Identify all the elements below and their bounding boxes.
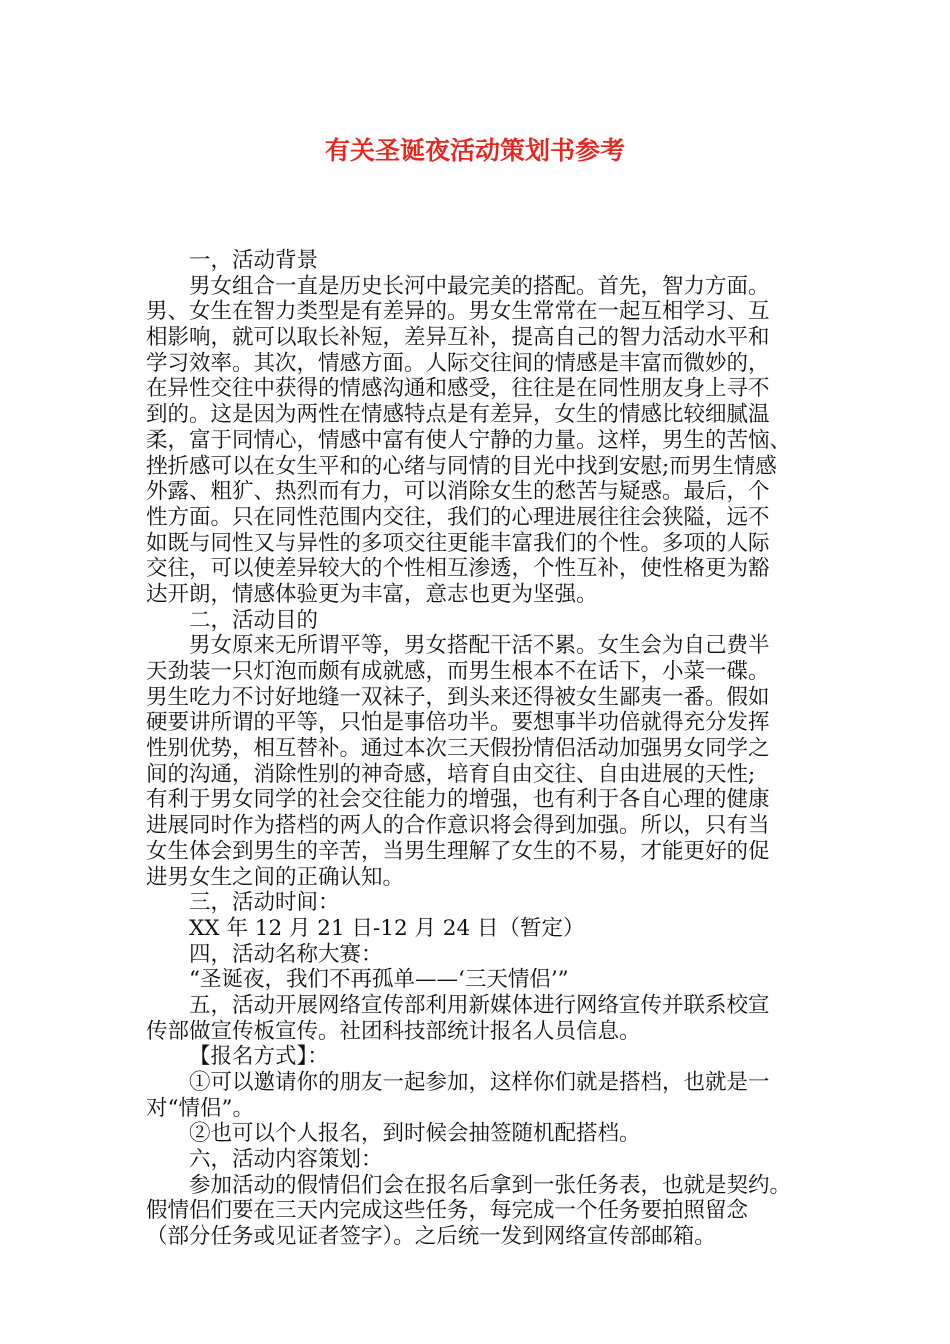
text-line: XX 年 12 月 21 日-12 月 24 日（暂定） xyxy=(189,915,585,941)
text-line: ②也可以个人报名，到时候会抽签随机配搭档。 xyxy=(189,1121,641,1147)
text-line: 进展同时作为搭档的两人的合作意识将会得到加强。所以，只有当 xyxy=(146,813,770,839)
text-line: 性方面。只在同性范围内交往，我们的心理进展往往会狭隘，远不 xyxy=(146,504,770,530)
text-line: “圣诞夜，我们不再孤单——‘三天情侣’” xyxy=(189,967,569,993)
document-body xyxy=(146,248,836,1250)
text-line: 挫折感可以在女生平和的心绪与同情的目光中找到安慰;而男生情感 xyxy=(146,453,777,479)
text-line: 性别优势，相互替补。通过本次三天假扮情侣活动加强男女同学之 xyxy=(146,736,770,762)
text-line: 对“情侣”。 xyxy=(146,1095,254,1121)
text-line: 有利于男女同学的社会交往能力的增强，也有利于各自心理的健康 xyxy=(146,787,770,813)
text-line: 进男女生之间的正确认知。 xyxy=(146,864,405,890)
document-title: 有关圣诞夜活动策划书参考 xyxy=(324,136,625,165)
text-line: 柔，富于同情心，情感中富有使人宁静的力量。这样，男生的苦恼、 xyxy=(146,427,792,453)
text-line: 假情侣们要在三天内完成这些任务，每完成一个任务要拍照留念 xyxy=(146,1198,749,1224)
text-line: 男女原来无所谓平等，男女搭配干活不累。女生会为自己费半 xyxy=(189,633,770,659)
text-line: 【报名方式】： xyxy=(189,1044,329,1070)
text-line: 达开朗，情感体验更为丰富，意志也更为坚强。 xyxy=(146,581,598,607)
text-line: 一，活动背景 xyxy=(189,248,319,273)
text-line: 相影响，就可以取长补短，差异互补，提高自己的智力活动水平和 xyxy=(146,325,770,351)
text-line: 学习效率。其次，情感方面。人际交往间的情感是丰富而微妙的， xyxy=(146,350,770,376)
text-line: 男、女生在智力类型是有差异的。男女生常常在一起互相学习、互 xyxy=(146,299,770,325)
text-line: 到的。这是因为两性在情感特点是有差异，女生的情感比较细腻温 xyxy=(146,402,770,428)
text-line: 外露、粗犷、热烈而有力，可以消除女生的愁苦与疑惑。最后，个 xyxy=(146,479,770,505)
text-line: 四，活动名称大赛： xyxy=(189,941,383,967)
text-line: 传部做宣传板宣传。社团科技部统计报名人员信息。 xyxy=(146,1018,641,1044)
text-line: 如既与同性又与异性的多项交往更能丰富我们的个性。多项的人际 xyxy=(146,530,770,556)
text-line: 间的沟通，消除性别的神奇感，培育自由交往、自由进展的天性; xyxy=(146,761,756,787)
text-line: 男生吃力不讨好地缝一双袜子，到头来还得被女生鄙夷一番。假如 xyxy=(146,684,770,710)
text-line: ①可以邀请你的朋友一起参加，这样你们就是搭档，也就是一 xyxy=(189,1070,770,1095)
text-line: 交往，可以使差异较大的个性相互渗透，个性互补，使性格更为豁 xyxy=(146,556,770,582)
text-line: 天劲装一只灯泡而颇有成就感，而男生根本不在话下，小菜一碟。 xyxy=(146,659,770,684)
text-line: 女生体会到男生的辛苦，当男生理解了女生的不易，才能更好的促 xyxy=(146,838,770,864)
text-line: （部分任务或见证者签字）。之后统一发到网络宣传部邮箱。 xyxy=(146,1224,716,1250)
text-line: 五，活动开展网络宣传部利用新媒体进行网络宣传并联系校宣 xyxy=(189,992,770,1018)
text-line: 二，活动目的 xyxy=(189,607,319,633)
text-line: 六，活动内容策划： xyxy=(189,1147,383,1173)
text-line: 硬要讲所谓的平等，只怕是事倍功半。要想事半功倍就得充分发挥 xyxy=(146,710,770,736)
text-line: 男女组合一直是历史长河中最完美的搭配。首先，智力方面。 xyxy=(189,273,770,299)
text-line: 参加活动的假情侣们会在报名后拿到一张任务表，也就是契约。 xyxy=(189,1172,792,1198)
text-line: 三，活动时间： xyxy=(189,890,340,916)
text-line: 在异性交往中获得的情感沟通和感受，往往是在同性朋友身上寻不 xyxy=(146,376,770,402)
